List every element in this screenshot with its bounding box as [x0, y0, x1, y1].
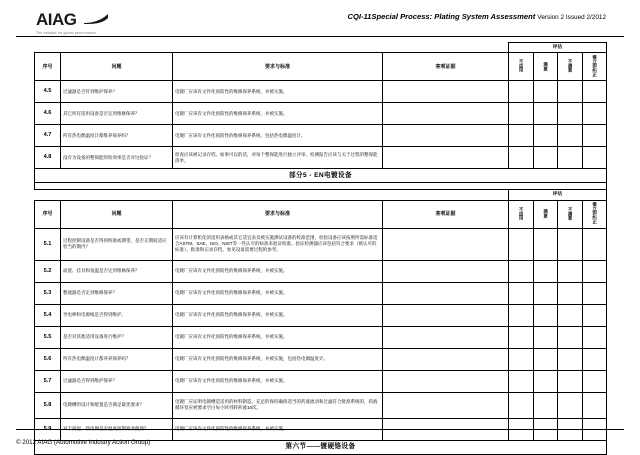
row-requirement: 电镀厂应该有文件化预防性的维修保养系统，并被实施。 [173, 260, 383, 282]
row-question: 面置、挂具和氢温是否定到维修保养？ [61, 260, 173, 282]
col-header-rating-immediate: 需立即纠正 [582, 53, 607, 81]
row-no: 4.6 [35, 103, 61, 125]
row-rating-immediate[interactable] [582, 81, 607, 103]
table-row [35, 348, 607, 370]
row-question: 过滤器是否符到维护保养？ [61, 81, 173, 103]
footer-divider [16, 429, 624, 430]
col-header-question-2: 问题 [61, 200, 173, 228]
row-rating-unsatisfied[interactable] [558, 370, 583, 392]
row-rating-immediate[interactable] [582, 326, 607, 348]
row-rating-na[interactable] [509, 326, 534, 348]
row-rating-immediate[interactable] [582, 125, 607, 147]
row-rating-satisfied[interactable] [533, 228, 558, 260]
row-rating-immediate[interactable] [582, 348, 607, 370]
table-row [35, 260, 607, 282]
col-header-rating-unsatisfied: 不满意 [558, 53, 583, 81]
aiag-logo [36, 10, 156, 35]
row-question: 没有为设备的整保能的检效果是否对这验证？ [61, 147, 173, 169]
table-header-row-2 [35, 200, 607, 228]
table-row [35, 392, 607, 418]
row-objective[interactable] [383, 304, 509, 326]
footer-copyright: © 2012 AIAG (Automotive Industry Action Group) [16, 439, 151, 446]
col-header-rating-unsatisfied-2: 不满意 [558, 200, 583, 228]
row-objective[interactable] [383, 228, 509, 260]
swoosh-icon [83, 12, 109, 30]
row-question: 所有热电偶温度计都养养保养吗？ [61, 348, 173, 370]
table-row [35, 147, 607, 169]
row-rating-unsatisfied[interactable] [558, 304, 583, 326]
col-header-no: 序号 [35, 53, 61, 81]
row-rating-immediate[interactable] [582, 282, 607, 304]
row-no: 5.3 [35, 282, 61, 304]
row-rating-unsatisfied[interactable] [558, 326, 583, 348]
table-row [35, 103, 607, 125]
col-header-rating-satisfied: 满意 [533, 53, 558, 81]
row-rating-unsatisfied[interactable] [558, 81, 583, 103]
row-rating-immediate[interactable] [582, 260, 607, 282]
row-rating-unsatisfied[interactable] [558, 282, 583, 304]
table-header-eval-row-2 [35, 190, 607, 200]
assessment-table-wrap [34, 42, 606, 455]
logo-tagline: The catalyst for global performance [36, 31, 97, 35]
row-requirement: 检查应该被记录存档。如果可以的话，对每个整保能进行独立评审。检测报告应该与关于过程的整保能清单。 [173, 147, 383, 169]
row-rating-unsatisfied[interactable] [558, 348, 583, 370]
row-question: 过滤器是否得到维护保养？ [61, 370, 173, 392]
col-header-rating-satisfied-2: 满意 [533, 200, 558, 228]
row-rating-immediate[interactable] [582, 103, 607, 125]
row-rating-na[interactable] [509, 282, 534, 304]
col-header-rating-immediate-2: 需立即纠正 [582, 200, 607, 228]
row-requirement: 电镀厂应证明电镀槽造适用的材料制造、充足的保持确保适当的药液流动和过滤符合批准系统的，药液循环泵应被要求空白每小时到转药液10次。 [173, 392, 383, 418]
table-row [35, 228, 607, 260]
row-requirement: 电镀厂应该有文件化预防性的维修保养系统，并被实施。 [173, 81, 383, 103]
row-requirement: 电镀厂应该有文件化预防性的维修保养系统，并被实施。 [173, 304, 383, 326]
row-rating-satisfied[interactable] [533, 282, 558, 304]
table-header-eval-row [35, 43, 607, 53]
row-requirement: 电镀厂应该有文件化预防性的维修保养系统，并被实施。 [173, 370, 383, 392]
row-question: 导电棒和电源线是否得到维护。 [61, 304, 173, 326]
row-rating-satisfied[interactable] [533, 260, 558, 282]
row-objective[interactable] [383, 81, 509, 103]
row-requirement: 电镀厂应该有文件化预防性的维修保养系统，并被实施。 [173, 326, 383, 348]
row-rating-na[interactable] [509, 103, 534, 125]
row-rating-satisfied[interactable] [533, 103, 558, 125]
row-requirement: 电镀厂应该有文件化预防性的维修保养系统，并被实施，包括热电偶温度计。 [173, 348, 383, 370]
table-row [35, 125, 607, 147]
row-question: 是否对其他适用设备进行维护？ [61, 326, 173, 348]
row-rating-na[interactable] [509, 392, 534, 418]
row-rating-unsatisfied[interactable] [558, 392, 583, 418]
row-no: 4.5 [35, 81, 61, 103]
row-rating-na[interactable] [509, 81, 534, 103]
row-rating-unsatisfied[interactable] [558, 228, 583, 260]
row-rating-na[interactable] [509, 228, 534, 260]
row-question: 电镀槽的设计和配置是否满足最优要求？ [61, 392, 173, 418]
row-rating-satisfied[interactable] [533, 304, 558, 326]
table-row [35, 326, 607, 348]
row-no: 4.7 [35, 125, 61, 147]
row-rating-na[interactable] [509, 147, 534, 169]
row-rating-unsatisfied[interactable] [558, 147, 583, 169]
col-header-rating-na-2: 不适用 [509, 200, 534, 228]
section-title-2: 第六节——镀硬铬设备 [35, 440, 607, 454]
row-no: 5.5 [35, 326, 61, 348]
row-objective[interactable] [383, 147, 509, 169]
row-requirement: 电镀厂应该有文件化预防性的维修保养系统，并被实施。 [173, 282, 383, 304]
table-header-row [35, 53, 607, 81]
row-rating-na[interactable] [509, 260, 534, 282]
row-question: 所有热电偶温度计都维养保养吗？ [61, 125, 173, 147]
row-rating-satisfied[interactable] [533, 326, 558, 348]
row-rating-satisfied[interactable] [533, 147, 558, 169]
col-header-requirement-2: 要求与标准 [173, 200, 383, 228]
row-rating-satisfied[interactable] [533, 81, 558, 103]
row-objective[interactable] [383, 103, 509, 125]
row-rating-na[interactable] [509, 370, 534, 392]
row-objective[interactable] [383, 326, 509, 348]
col-header-objective-2: 客观证据 [383, 200, 509, 228]
assessment-table [34, 42, 607, 455]
row-rating-na[interactable] [509, 304, 534, 326]
row-rating-immediate[interactable] [582, 392, 607, 418]
row-requirement: 电镀厂应该有文件化预防性的维修保养系统，包括热电偶温度计。 [173, 125, 383, 147]
col-header-no-2: 序号 [35, 200, 61, 228]
row-no: 5.6 [35, 348, 61, 370]
row-objective[interactable] [383, 260, 509, 282]
row-rating-satisfied[interactable] [533, 392, 558, 418]
row-objective[interactable] [383, 370, 509, 392]
row-rating-immediate[interactable] [582, 147, 607, 169]
table-row [35, 304, 607, 326]
table-spacer [35, 183, 607, 190]
section-title: 部分5 - EN电镀设备 [35, 169, 607, 183]
row-rating-immediate[interactable] [582, 304, 607, 326]
row-question: 整流器是否定到维修保养？ [61, 282, 173, 304]
header-divider [16, 36, 624, 37]
row-no: 5.2 [35, 260, 61, 282]
document-title: Special Process: Plating System Assessment [371, 12, 536, 21]
logo-wordmark: AIAG [36, 10, 77, 29]
row-objective[interactable] [383, 392, 509, 418]
row-no: 5.4 [35, 304, 61, 326]
row-no: 5.8 [35, 392, 61, 418]
row-rating-na[interactable] [509, 125, 534, 147]
row-rating-satisfied[interactable] [533, 370, 558, 392]
row-rating-na[interactable] [509, 348, 534, 370]
col-header-objective: 客观证据 [383, 53, 509, 81]
row-rating-satisfied[interactable] [533, 125, 558, 147]
table-row [35, 370, 607, 392]
col-header-rating-na: 不适用 [509, 53, 534, 81]
row-objective[interactable] [383, 282, 509, 304]
eval-group-header: 评估 [509, 43, 607, 53]
table-row [35, 81, 607, 103]
row-rating-unsatisfied[interactable] [558, 103, 583, 125]
row-objective[interactable] [383, 125, 509, 147]
col-header-question: 问题 [61, 53, 173, 81]
row-objective[interactable] [383, 348, 509, 370]
row-question: 其它所有适用设备是否定到维修保养？ [61, 103, 173, 125]
row-no: 4.8 [35, 147, 61, 169]
row-rating-immediate[interactable] [582, 370, 607, 392]
table-row [35, 282, 607, 304]
row-no: 5.1 [35, 228, 61, 260]
document-title-block [347, 12, 606, 21]
row-rating-unsatisfied[interactable] [558, 125, 583, 147]
row-rating-unsatisfied[interactable] [558, 260, 583, 282]
page-header [0, 0, 640, 40]
row-no: 5.7 [35, 370, 61, 392]
document-code: CQI-11 [347, 12, 372, 21]
row-requirement: 电镀厂应该有文件化预防性的维修保养系统，并被实施。 [173, 103, 383, 125]
section-title-row [35, 169, 607, 183]
row-question: 过程控制设备是否得到校准或期望，是否正期间适应恰当的期内？ [61, 228, 173, 260]
col-header-requirement: 要求与标准 [173, 53, 383, 81]
eval-group-header-2: 评估 [509, 190, 607, 200]
document-version: Version 2 Issued 2/2012 [537, 14, 606, 21]
row-requirement: 应该有计算机化的适用表格或其它适宜表及被实施测试设备的校准范围，检验设备应该按照所需标准适合ASTM、SAE、ISO、NIST等一些认可的标准来验证校准。验证检测器应该包括符合要求（被认可的标准）、批准和记录存档。参见设备需要过程的参考。 [173, 228, 383, 260]
row-rating-satisfied[interactable] [533, 348, 558, 370]
row-rating-immediate[interactable] [582, 228, 607, 260]
